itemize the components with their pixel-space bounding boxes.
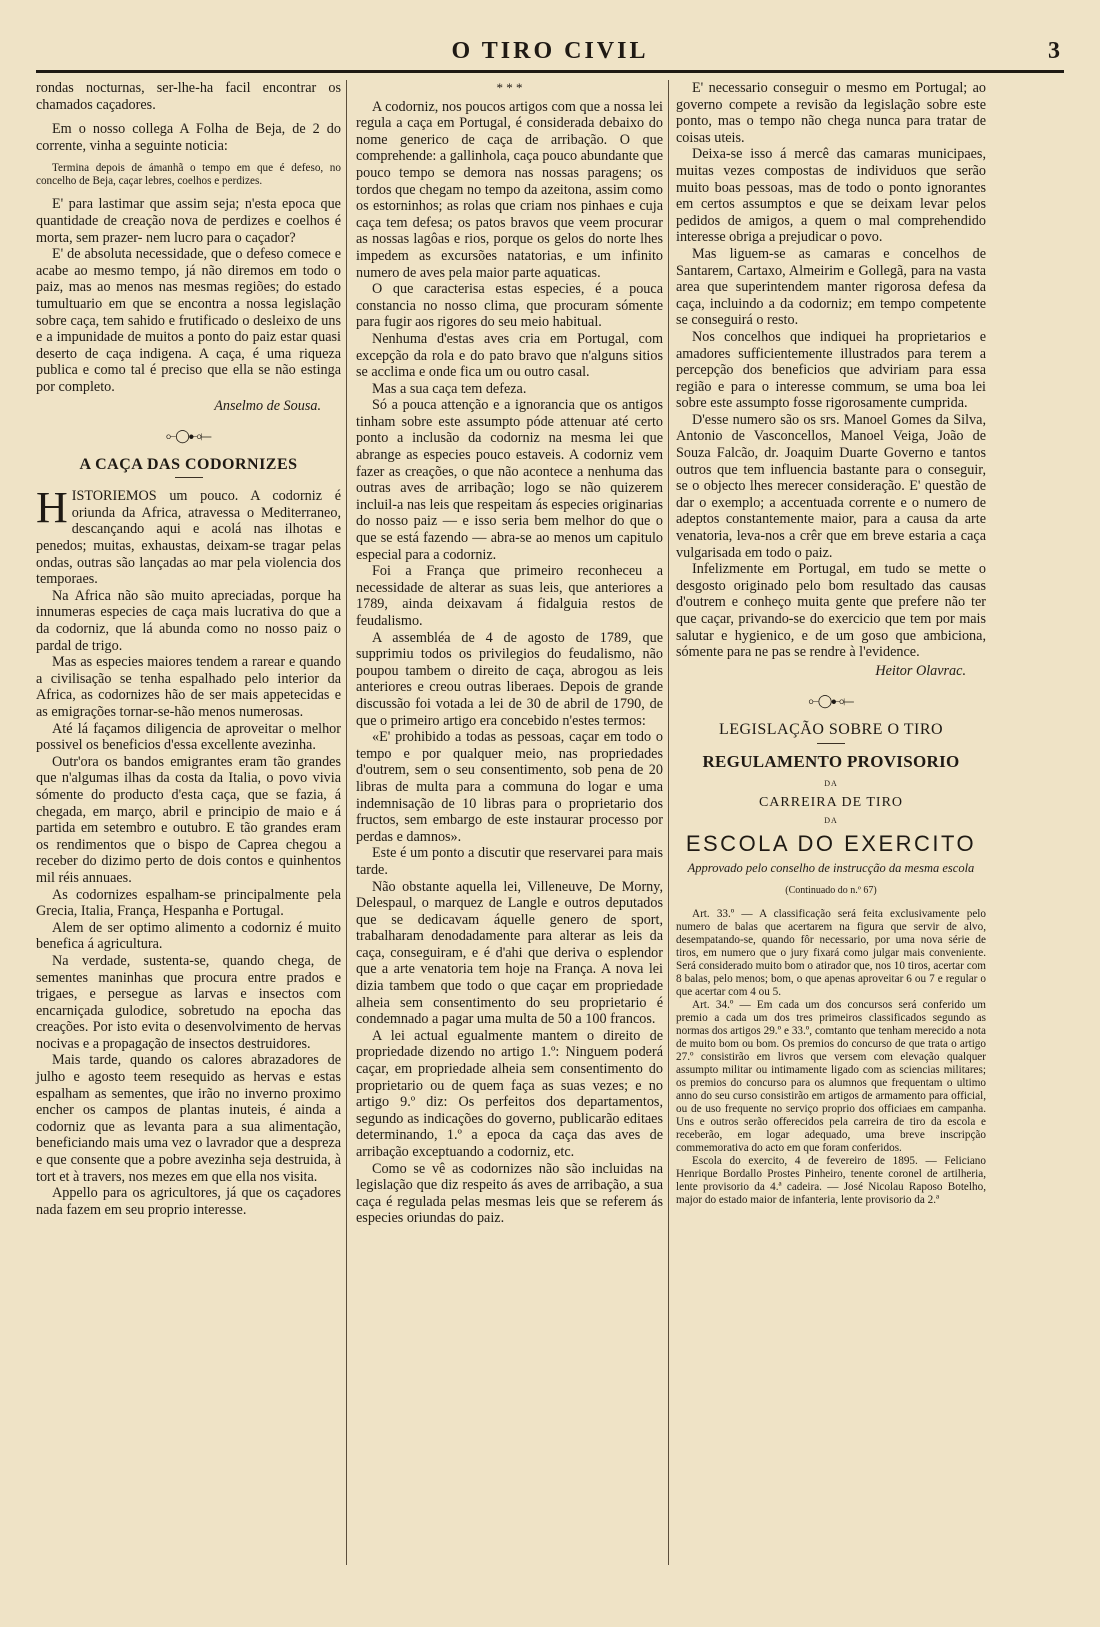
paragraph: Mas liguem-se as camaras e concelhos de Santarem, Cartaxo, Almeirim e Gollegã, para na vasta area que superintendem manter rigorosa defesa da caça, incluindo a da codorniz; em tempo competente se conseguirá o resto. [676, 245, 986, 329]
header-rule [36, 70, 1064, 73]
paragraph: Nenhuma d'estas aves cria em Portugal, com excepção da rola e do pato bravo que n'alguns sitios se acclima e onde fica um ou outro casal. [356, 330, 663, 381]
paragraph: rondas nocturnas, ser-lhe-ha facil encontrar os chamados caçadores. [36, 80, 341, 113]
section-title: LEGISLAÇÃO SOBRE O TIRO [718, 720, 944, 738]
paragraph: A lei actual egualmente mantem o direito de propriedade dizendo no artigo 1.º: Ninguem poderá caçar, em propriedade alheia sem consentimento do proprietario ou de quem faça as suas vezes; e no artigo 9.º diz: Os perfeitos dos departamentos, segundo as indicações do governo, publicarão editaes determinando, 1.º a epoca da caça das aves de arribação exceptuando a codorniz, etc. [356, 1027, 663, 1160]
paragraph: Na verdade, sustenta-se, quando chega, de sementes maninhas que procura entre prados e trigaes, e persegue as larvas e insectos com encarniçada gulodice, sobretudo na epocha das creações. Por isto evita o desenvolvimento de hervas nocivas e a propagação de insectos destruidores. [36, 952, 341, 1052]
signature: Heitor Olavrac. [875, 662, 966, 679]
paragraph: Na Africa não são muito apreciadas, porque ha innumeras especies de caça mais lucrativa do que a da codorniz, que lá abunda como no nosso paiz o pardal de trigo. [36, 587, 341, 654]
quoted-news: Termina depois de ámanhã o tempo em que é defeso, no concelho de Beja, caçar lebres, coelhos e perdizes. [36, 162, 341, 188]
paragraph: Infelizmente em Portugal, em tudo se mette o desgosto originado pelo bom resultado das causas d'outrem e conheço muita gente que prefere não ter que caçar, privando-se do exercicio que tem por mais salutar e hygienico, e de um goso que ambiciona, sómente para ne pas se rendre à l'evidence. [676, 561, 986, 661]
ornament: ⟜◯⊷⟝ [808, 693, 854, 709]
signature: Anselmo de Sousa. [214, 397, 321, 414]
column-1 [36, 80, 341, 1218]
approval-note: Approvado pelo conselho de instrucção da mesma escola [687, 860, 975, 875]
connector-da: DA [824, 816, 838, 826]
paragraph: E' para lastimar que assim seja; n'esta epoca que quantidade de creação nova de perdizes e coelhos é morta, sem prazer- nem lucro para o caçador? [36, 196, 341, 246]
ornament: ⟜◯⊷⟝ [165, 428, 212, 444]
paragraph: Em o nosso collega A Folha de Beja, de 2 do corrente, vinha a seguinte noticia: [36, 121, 341, 154]
carreira-heading: CARREIRA DE TIRO [758, 794, 904, 810]
column-divider [668, 80, 669, 1565]
law-quote: «E' prohibido a todas as pessoas, caçar em todo o tempo e por qualquer meio, nas propriedades d'outrem, sem o seu consentimento, sob pena de 20 libras de multa para a communa do logar e uma indemnisação de 10 libras para o proprietario dos fructos, sem embargo de este instaurar processo por perdas e damnos». [356, 729, 663, 845]
paragraph: A assembléa de 4 de agosto de 1789, que supprimiu todos os privilegios do feudalismo, não poupou tambem o direito de caça, abrogou as leis anteriores e creou outras liberaes. Depois de grande discussão foi votada a lei de 30 de abril de 1790, de que o primeiro artigo era concebido n'estes termos: [356, 629, 663, 729]
paragraph: ISTORIEMOS um pouco. A codorniz é oriunda da Africa, atravessa o Mediterraneo, descançando aqui e acolá nas ilhotas e penedos; muitas, exhaustas, deixam-se tragar pelas ondas, outras são lançadas ao mar pela violencia dos temporaes. [36, 488, 341, 588]
continued-note: (Continuado do n.º 67) [785, 885, 877, 897]
paragraph: Foi a França que primeiro reconheceu a necessidade de alterar as suas leis, que anteriores a 1789, ainda deixavam á fidalguia restos de feudalismo. [356, 563, 663, 629]
paragraph: E' de absoluta necessidade, que o defeso comece e acabe ao mesmo tempo, já não diremos em todo o paiz, mas ao menos nas mesmas regiões; do estado tumultuario em que se encontra a nossa legislação sobre caça, tem sahido e frutificado o desleixo de uns e a impunidade de muitos a ponto do paiz estar quasi deserto de caça indigena. A caça, é uma riqueza publica e como tal é preciso que ella se não estinga por completo. [36, 246, 341, 395]
column-3 [676, 80, 986, 1207]
short-rule [175, 477, 203, 478]
paragraph: Alem de ser optimo alimento a codorniz é muito benefica á agricultura. [36, 919, 341, 953]
paragraph: As codornizes espalham-se principalmente pela Grecia, Italia, França, Hespanha e Portugal. [36, 886, 341, 920]
closing-signatures: Escola do exercito, 4 de fevereiro de 1895. — Feliciano Henrique Bordallo Prostes Pinheiro, tenente coronel de artilheria, lente provisorio da 4.ª cadeira. — José Nicolau Raposo Botelho, major do estado maior de infanteria, lente provisorio da 2.ª [676, 1154, 986, 1206]
paragraph: Nos concelhos que indiquei ha proprietarios e amadores sufficientemente illustrados para terem a percepção dos beneficios que adviriam para essa região e para o interesse commum, se uma boa lei sobre este assumpto fosse rigorosamente cumprida. [676, 328, 986, 412]
page-header [36, 38, 1064, 72]
paragraph: Este é um ponto a discutir que reservarei para mais tarde. [356, 845, 663, 878]
escola-heading: ESCOLA DO EXERCITO [685, 830, 977, 856]
regulation-title: REGULAMENTO PROVISORIO [702, 751, 960, 771]
paragraph: Mais tarde, quando os calores abrazadores de julho e agosto teem resequido as hervas e estas espalham as sementes, que irão no inverno proximo encher os campos de plantas inuteis, é ainda a codorniz que as levanta para a sua alimentação, beneficiando mais uma vez o lavrador que a despreza e que consente que a pobre avezinha seja destruida, à tort et à travers, nos mezes em que ella nos visita. [36, 1052, 341, 1185]
page-number: 3 [1048, 38, 1060, 64]
paragraph: D'esse numero são os srs. Manoel Gomes da Silva, Antonio de Vasconcellos, Manoel Veiga, João de Souza Falcão, dr. Joaquim Duarte Governo e tantos outros que tem influencia bastante para o conseguir, se o objecto lhes merecer consideração. E' questão de dar o exemplo; a accentuada corrente e o numero de adeptos constantemente maior, para a causa da arte venatoria, leva-nos a crêr que em breve estaria a caça vulgarisada em todo o paiz. [676, 411, 986, 561]
short-rule [817, 743, 845, 744]
paragraph: Como se vê as codornizes não são incluidas na legislação que diz respeito ás aves de arribação, a sua caça é regulada pelas mesmas leis que se referem ás especies oriundas do paiz. [356, 1160, 663, 1227]
column-2 [356, 80, 663, 1227]
section-stars: * * * [496, 80, 523, 95]
connector-da: DA [824, 779, 838, 789]
paragraph: Até lá façamos diligencia de aproveitar o melhor possivel os beneficios d'essa excellente avezinha. [36, 720, 341, 754]
paragraph: Mas as especies maiores tendem a rarear e quando a civilisação se tenha espalhado pelo interior da Africa, as codornizes hão de ser mais appetecidas e as emigrações tornar-se-hão menos numerosas. [36, 654, 341, 720]
article-33: Art. 33.º — A classificação será feita exclusivamente pelo numero de balas que acertarem na figura que servir de alvo, desempatando-se, quando fôr necessario, por uma nova série de tiros, em numero que o jury fixará como julgar mais conveniente. Será considerado muito bom o atirador que, nos 10 tiros, acertar com 8 balas, pelo menos; bom, o que apenas aproveitar 6 ou 7 e regular o que acertar com 4 ou 5. [676, 907, 986, 998]
article-title: A CAÇA DAS CODORNIZES [79, 455, 298, 473]
paragraph: E' necessario conseguir o mesmo em Portugal; ao governo compete a revisão da legislação sobre este ponto, mas o tempo não chega nunca para tratar de coisas uteis. [676, 80, 986, 146]
masthead: O TIRO CIVIL [451, 38, 649, 64]
paragraph: Outr'ora os bandos emigrantes eram tão grandes que n'algumas ilhas da costa da Italia, o povo vivia sómente do producto d'esta caça, que se fazia, á chegada, em março, abril e principio de maio e á partida em setembro e outubro. E tão grandes eram os rendimentos que o bispo de Caprea chegou a receber do dizimo perto de dois contos e quinhentos mil réis annuaes. [36, 753, 341, 886]
paragraph: Só a pouca attenção e a ignorancia que os antigos tinham sobre este assumpto póde attenuar até certo ponto a inclusão da codorniz na mesma lei que abrange as especies pouco estaveis. A codorniz vem fazer as creações, o que não acontece a nenhuma das outras aves de arribação; logo se não quizerem incluil-a nas leis que respeitam ás especies originarias do nosso paiz — e isso seria bem melhor do que o que se está fazendo — abra-se ao menos um capitulo especial para a codorniz. [356, 397, 663, 563]
paragraph: A codorniz, nos poucos artigos com que a nossa lei regula a caça em Portugal, é considerada debaixo do nome generico de caça de arribação. O que comprehende: a gallinhola, caça pouco abundante que pouco tempo se demora nas nossas paragens; os tordos que chegam no tempo da azeitona, assim como os estorninhos; as rolas que criam nos pinhaes e cuja caça tem defesa; os patos bravos que veem procurar as nossas lagôas e rios, porque os gelos do norte lhes impedem as excursões natatorias, e um infinito numero de aves pela maior parte aquaticas. [356, 98, 663, 281]
drop-cap: H [36, 483, 68, 533]
column-divider [346, 80, 347, 1565]
paragraph: Deixa-se isso á mercê das camaras municipaes, muitas vezes compostas de individuos que serão muito boas pessoas, mas de todo o ponto ignorantes em certos assumptos e que se deixam levar pelos pedidos de amigos, a quem o mal comprehendido interesse obriga a prejudicar o povo. [676, 146, 986, 246]
paragraph: Mas a sua caça tem defeza. [372, 380, 527, 397]
paragraph: Não obstante aquella lei, Villeneuve, De Morny, Delespaul, o marquez de Langle e outros deputados que se dedicavam áquelle genero de sport, trabalharam denodadamente para alterar as leis da caça, conseguiram, e é d'ahi que deriva o esplendor que a arte venatoria tem hoje na França. A nova lei dizia tambem que todo o que caçar em propriedade alheia sem consentimento do seu proprietario é condemnado a pagar uma multa de 50 a 100 francos. [356, 878, 663, 1028]
paragraph: Appello para os agricultores, já que os caçadores nada fazem em seu proprio interesse. [36, 1185, 341, 1218]
article-34: Art. 34.º — Em cada um dos concursos será conferido um premio a cada um dos tres primeiros classificados segundo as normas dos artigos 29.º e 33.º, comtanto que tenham merecido a nota de muito bom ou bom. Os premios do concurso de que trata o artigo 27.º consistirão em livros que versem com elevação qualquer assumpto militar ou intimamente ligado com as sciencias militares; os premios do concurso para os alumnos que frequentam o ultimo anno do seu curso consistirão em artigos de armamento para official, ou de uso frequente no serviço proprio dos officiaes em campanha. Uns e outros serão offerecidos pela carreira de tiro da escola e receberão, em logar adequado, uma breve inscripção commemorativa do acto em que foram conferidos. [676, 998, 986, 1154]
paragraph: O que caracterisa estas especies, é a pouca constancia no nosso clima, que procuram sómente para fugir aos rigores do seu meio habitual. [356, 281, 663, 331]
